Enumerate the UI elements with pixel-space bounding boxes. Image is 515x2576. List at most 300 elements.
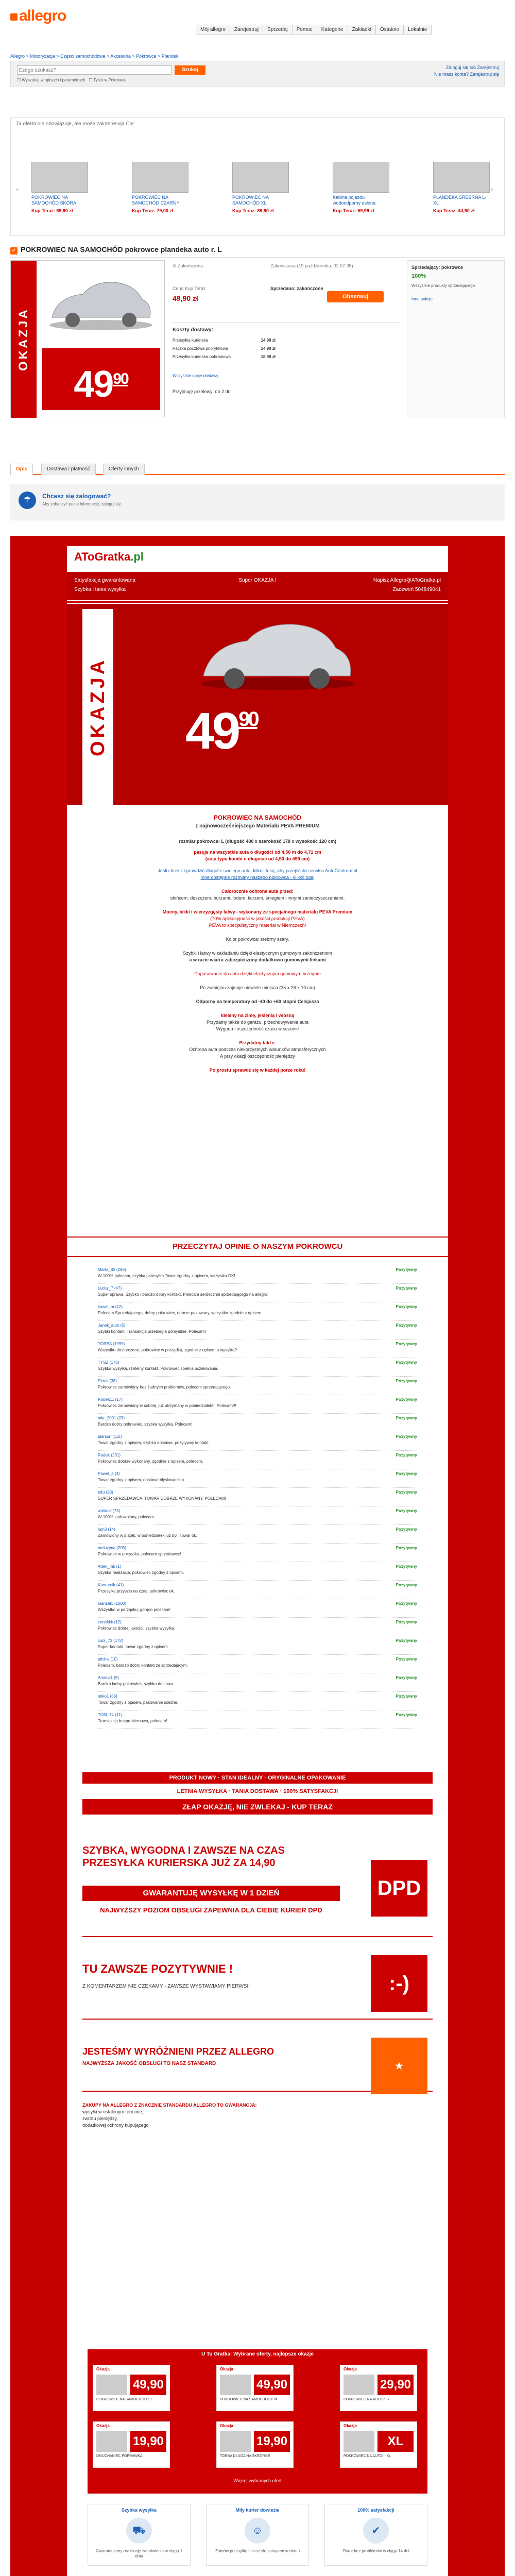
opinion-user[interactable]: Marta_82 (286) (98, 1267, 126, 1272)
truck-icon: ⛟ (126, 2518, 152, 2544)
search-bar (10, 61, 505, 87)
feature-line: Idealny na zimę, jesienią i wiosną (220, 1013, 295, 1018)
benefit-text: Zwrot bez problemów w ciągu 14 dni (342, 2549, 409, 2553)
opinion-status: Pozytywny (396, 1416, 417, 1420)
carousel-item-name: PLANDEKA SREBRNA L-XL (433, 195, 487, 206)
delivery-price: 14,90 zł (261, 346, 276, 351)
nav-item-register[interactable]: Zarejestruj (230, 25, 263, 35)
opinion-status: Pozytywny (396, 1360, 417, 1365)
thumbs-up-icon: ✔ (363, 2518, 389, 2544)
grid-offer[interactable] (340, 2421, 417, 2468)
opinion-text: Przesyłka przyszła na czas, pokrowiec ok. (98, 1589, 175, 1594)
strip-l1: Satysfakcja gwarantowana (74, 578, 135, 583)
opinion-user[interactable]: lam3 (14) (98, 1527, 115, 1532)
carousel-title: Ta oferta nie obowiązuje, ale może zainteresują Cię: (16, 121, 135, 127)
opinion-user[interactable]: Janek_auto (5) (98, 1323, 126, 1328)
opinion-user[interactable]: cool_73 (172) (98, 1638, 123, 1643)
grid-offer-head: Okazja (96, 2424, 110, 2428)
opinion-status: Pozytywny (396, 1675, 417, 1680)
opinion-user[interactable]: Amelia1 (9) (98, 1675, 119, 1680)
store-logo[interactable] (74, 550, 144, 564)
opinion-user[interactable]: Gansel1 (1000) (98, 1601, 127, 1606)
promo-dpd-sub2: NAJWYŻSZY POZIOM OBSŁUGI ZAPEWNIA DLA CIEBIE KURIER DPD (100, 1906, 322, 1914)
grid-offer[interactable] (216, 2365, 294, 2411)
umbrella-icon: ☂ (19, 492, 36, 509)
grid-offer-image (96, 2431, 127, 2452)
offer-price-badge (42, 348, 160, 410)
store-banner (67, 546, 448, 603)
opinion-row (98, 1304, 417, 1321)
red-banner-3: ZŁAP OKAZJĘ, NIE ZWLEKAJ - KUP TERAZ (82, 1799, 433, 1815)
allegro-logo[interactable] (10, 7, 66, 25)
opinion-user[interactable]: plarson (112) (98, 1434, 122, 1439)
feature-line: A przy okazji oszczędność pieniędzy (220, 1054, 295, 1059)
opinion-text: Wszystko w porządku, gorąco polecam! (98, 1607, 170, 1612)
feature-line: (auta typu kombi o długości od 4,50 do 490 cm) (205, 856, 310, 861)
opinion-user[interactable]: TYSZ (170) (98, 1360, 119, 1365)
nav-item-local[interactable]: Lokalnie (403, 25, 432, 35)
opinion-row (98, 1675, 417, 1692)
opinion-status: Pozytywny (396, 1694, 417, 1699)
allegro-badge-icon: ★ (371, 2038, 427, 2094)
delivery-name: Paczka pocztowa priorytetowa (173, 346, 229, 351)
opinion-row (98, 1434, 417, 1451)
description-content (67, 546, 448, 2576)
opinion-user[interactable]: Adek_mk (1) (98, 1564, 122, 1569)
opinion-row (98, 1694, 417, 1710)
okazja-ribbon: OKAZJA (11, 261, 37, 418)
hero-price-cents: 90 (238, 708, 258, 731)
breadcrumb[interactable]: Allegro > Motoryzacja > Części samochodowe > Akcesoria > Pokrowce > Plandeki (10, 54, 180, 59)
feature-line: Przydatny także: (239, 1040, 276, 1045)
opinion-text: Bardzo ładny pokrowiec, szybka dostawa. (98, 1682, 175, 1686)
opinion-status: Pozytywny (396, 1564, 417, 1569)
promo-dpd-title: SZYBKA, WYGODNA I ZAWSZE NA CZAS PRZESYŁKA KURIERSKA JUŻ ZA 14,90 (82, 1845, 285, 1869)
feature-line: Odporny na temperatury od -40 do +60 stopni Celsjusza (196, 999, 319, 1004)
grid-offer[interactable] (93, 2421, 170, 2468)
carousel-item-name: POKROWIEC NA SAMOCHÓD XL (232, 195, 269, 206)
carousel-item-price: Kup Teraz: 44,90 zł (433, 208, 475, 213)
grid-offer-name: POKROWIEC NA SAMOCHÓD r. M (220, 2398, 278, 2401)
search-button[interactable]: Szukaj (175, 65, 205, 75)
offer-title (10, 245, 222, 255)
login-box[interactable] (434, 64, 499, 78)
benefit-text: Zamów przesyłkę i ciesz się zakupem w domu (215, 2549, 300, 2553)
benefit-title: Miły kurier dowiezie (235, 2507, 280, 2513)
promo-dpd (82, 1834, 433, 1937)
nav-item-categories[interactable]: Kategorie (317, 25, 348, 35)
opinion-row (98, 1620, 417, 1636)
opinion-user[interactable]: mkr_2001 (23) (98, 1416, 125, 1420)
opinion-text: Towar zgodny z opisem, szybka dostawa, pozytywny kontakt. (98, 1440, 210, 1445)
offer-ended-label: ⊘ Zakończona (173, 263, 203, 268)
grid-offer-name: POKROWIEC NA SAMOCHÓD r. L (96, 2398, 153, 2401)
opinion-text: Pokrowiec dobrze wykonany, zgodnie z opisem, polecam. (98, 1459, 203, 1464)
offer-description (10, 536, 505, 2576)
seller-rating: 100% (411, 273, 426, 279)
grid-offer-head: Okazja (220, 2367, 233, 2371)
opinion-status: Pozytywny (396, 1620, 417, 1624)
related-offers-grid (88, 2349, 427, 2494)
opinion-text: Bardzo dobry pokrowiec, szybka wysyłka. Polecam! (98, 1422, 193, 1427)
opinion-user[interactable]: wallace (73) (98, 1509, 121, 1513)
car-thumb-image (132, 162, 188, 193)
opinion-status: Pozytywny (396, 1490, 417, 1495)
promo-guarantee-title: ZAKUPY NA ALLEGRO Z ZNACZNIE STANDARDU ALLEGRO TO GWARANCJA: (82, 2103, 257, 2108)
price-cents: 90 (113, 370, 128, 387)
opinion-text: Pokrowiec dobrej jakości, szybka wysyłka. (98, 1626, 175, 1631)
opinion-status: Pozytywny (396, 1304, 417, 1309)
delivery-name: Przesyłka kurierska (173, 338, 209, 343)
opinion-status: Pozytywny (396, 1527, 417, 1532)
nav-item-bookmarks[interactable]: Zakładki (348, 25, 375, 35)
opinion-row (98, 1564, 417, 1581)
delivery-row (173, 336, 276, 345)
opinion-user[interactable]: Lucky_7 (47) (98, 1286, 122, 1291)
search-check1-label: Wyszukaj w opisach i parametrach (22, 78, 85, 82)
opinion-row (98, 1286, 417, 1302)
grid-offer-price: XL (377, 2431, 414, 2452)
store-info-strip (67, 572, 448, 600)
price-main: 49 (74, 364, 113, 405)
opinion-row (98, 1583, 417, 1599)
grid-offer-price: 19,90 (254, 2431, 290, 2452)
nav-item-recent[interactable]: Ostatnio (375, 25, 403, 35)
carousel-item[interactable] (232, 162, 289, 224)
search-option-descriptions[interactable]: ☐ Wyszukaj w opisach i parametrach ☐ Tylko w Pokrowce (17, 78, 127, 82)
buy-now-price: 49,90 zł (173, 294, 198, 302)
car-cover-image (47, 276, 155, 333)
promo-positive (82, 1953, 433, 2020)
opinion-row (98, 1416, 417, 1432)
opinion-status: Pozytywny (396, 1601, 417, 1606)
car-thumb-image (31, 162, 88, 193)
opinion-status: Pozytywny (396, 1453, 417, 1458)
delivery-more-link[interactable]: Wszystkie opcje dostawy (173, 374, 218, 378)
opinion-status: Pozytywny (396, 1286, 417, 1291)
hero-price (185, 702, 258, 761)
delivery-price: 14,90 zł (261, 338, 276, 343)
login-prompt[interactable] (10, 484, 505, 520)
opinion-row (98, 1509, 417, 1525)
login-sub: Nie masz konta? Zarejestruj się (434, 72, 499, 77)
benefit-title: 100% satysfakcji (357, 2507, 394, 2513)
opinion-row (98, 1657, 417, 1673)
opinion-status: Pozytywny (396, 1509, 417, 1513)
feature-line: a w razie wiatru zabezpieczony dodatkowo gumowymi linkami (189, 957, 326, 962)
opinion-text: Polecam Sprzedającego, dobry pokrowiec, dobrze pakowany, wszystko zgodnie z opisem. (98, 1311, 263, 1315)
carousel-item[interactable] (31, 162, 88, 224)
carousel-item-price: Kup Teraz: 69,99 zł (333, 208, 374, 213)
opinion-user[interactable]: tofu (28) (98, 1490, 113, 1495)
tab-description[interactable]: Opis (10, 464, 33, 475)
promo-guarantee-line: dodatkowej ochrony kupującego (82, 2123, 149, 2128)
buy-panel (173, 260, 399, 417)
carousel-item-price: Kup Teraz: 89,90 zł (232, 208, 274, 213)
smile-icon: :-) (371, 1955, 427, 2012)
opinion-row (98, 1490, 417, 1506)
login-text: Zaloguj się lub Zarejestruj (445, 65, 499, 70)
opinion-text: Towar zgodny z opisem, pakowanie solidne. (98, 1700, 179, 1705)
strip-right (373, 576, 441, 595)
offer-title-bar (10, 242, 505, 258)
opinion-status: Pozytywny (396, 1379, 417, 1383)
seller-panel (407, 260, 505, 417)
ask-sub: Aby zobaczyć pełne informacje, zaloguj się. (42, 502, 122, 506)
nav-item-my-allegro[interactable]: Mój allegro (196, 25, 230, 35)
promo-positive-title: TU ZAWSZE POZYTYWNIE ! (82, 1962, 233, 1975)
feature-line: Po zwinięciu zajmuje niewiele miejsca (35 x 26 x 10 cm) (200, 985, 315, 990)
opinion-text: Zamówiony w piątek, w poniedziałek już był. Towar ok. (98, 1533, 197, 1538)
tab-delivery[interactable]: Dostawa i płatność (41, 464, 96, 475)
nav-item-help[interactable]: Pomoc (292, 25, 317, 35)
opinions-title (67, 1236, 448, 1257)
grid-offer-name: DMUCHANIEC POPRAWKA (96, 2454, 143, 2458)
carousel-item-name: Kabina pojazdu wodoodporny osłona (333, 195, 376, 206)
hero-price-main: 49 (185, 702, 239, 760)
carousel-item-price: Kup Teraz: 79,00 zł (132, 208, 174, 213)
observe-button[interactable]: Obserwuj (327, 291, 384, 302)
opinion-user[interactable]: miko1 (66) (98, 1694, 117, 1699)
store-brand: AToGratka (74, 550, 131, 563)
opinion-user[interactable]: kowal_m (12) (98, 1304, 123, 1309)
opinion-text: SUPER SPRZEDAWCA, TOWAR DOBRZE WYKONANY, POLECAM! (98, 1496, 226, 1501)
divider (173, 322, 399, 323)
opinion-row (98, 1601, 417, 1618)
grid-offer[interactable] (216, 2421, 294, 2468)
courier-icon: ☺ (245, 2518, 270, 2544)
carousel-item-name: POKROWIEC NA SAMOCHÓD CZARNY (132, 195, 180, 206)
offer-main-image[interactable] (10, 260, 165, 417)
opinion-text: Super kontakt, towar zgodny z opisem. (98, 1645, 169, 1649)
tab-other-offers[interactable]: Oferty innych (103, 464, 145, 475)
carousel-prev-icon[interactable]: ‹ (16, 185, 19, 193)
ended-text: Zakończona (178, 263, 203, 268)
benefit-text: Gwarantujemy realizację zamówienia w ciągu 1 dnia (95, 2549, 183, 2558)
opinion-user[interactable]: TORBA (1999) (98, 1342, 125, 1346)
product-features (67, 838, 448, 1074)
feature-link[interactable]: Inne dostępne rozmiary naszego pokrowca - kliknij tutaj (200, 875, 315, 880)
opinion-row (98, 1471, 417, 1488)
logo-icon (10, 13, 18, 21)
opinion-text: Super sprawa. Szybko i bardzo dobry kontakt. Polecam serdecznie sprzedającego na allegro! (98, 1292, 269, 1297)
opinion-user[interactable]: Komornik (41) (98, 1583, 124, 1587)
feature-line: słońcem, deszczem, burzami, lodem, kurzem, śniegiem i innymi zanieczyszczeniami. (170, 895, 345, 901)
hero-okazja-label: OKAZJA (82, 609, 113, 805)
hero-okazja (67, 604, 448, 805)
recommendations-carousel (10, 117, 505, 236)
opinion-row (98, 1323, 417, 1340)
strip-left (74, 576, 135, 595)
site-header (0, 0, 515, 52)
offer-title-text: POKROWIEC NA SAMOCHÓD pokrowce plandeka auto r. L (21, 245, 222, 253)
opinion-user[interactable]: Pitrek (38) (98, 1379, 117, 1383)
promo-allegro-sub: NAJWYŻSZA JAKOŚĆ OBSŁUGI TO NASZ STANDARD (82, 2061, 216, 2066)
grid-offer-image (220, 2431, 251, 2452)
top-navigation (196, 25, 432, 35)
strip-r1: Napisz Allegro@AToGratka.pl (373, 578, 441, 583)
seller-note: Wszystkie produkty sprzedającego (411, 283, 475, 288)
feature-line: Mocny, lekki i wierzyzgęsty łatwy - wykonany ze specjalnego materiału PEVA Premium (162, 909, 353, 914)
feature-line: PEVA to specjalistyczny materiał w Niemczech! (209, 923, 306, 928)
grid-offer-image (220, 2375, 251, 2395)
opinion-row (98, 1397, 417, 1414)
feature-line: Wygoda i oszczędność czasu w sezonie (216, 1026, 299, 1031)
grid-offer-name: POKROWIEC NA AUTO r. XL (344, 2454, 391, 2458)
opinion-status: Pozytywny (396, 1397, 417, 1402)
promo-guarantee-line: wysyłki w ustalonym terminie, (82, 2109, 144, 2114)
carousel-item[interactable] (132, 162, 188, 224)
opinion-status: Pozytywny (396, 1267, 417, 1272)
grid-offer-price: 49,90 (254, 2375, 290, 2395)
product-info (67, 814, 448, 1074)
opinion-user[interactable]: Radek (231) (98, 1453, 121, 1458)
delivery-row (173, 345, 276, 353)
offer-panel (10, 260, 505, 417)
delivery-title: Koszty dostawy: (173, 327, 213, 333)
grid-offer-image (96, 2375, 127, 2395)
delivery-price: 18,90 zł (261, 354, 276, 359)
grid-offer-image (344, 2431, 374, 2452)
car-thumb-image (333, 162, 389, 193)
promo-positive-sub: Z KOMENTARZEM NIE CZEKAMY - ZAWSZE WYSTAWIAMY PIERWSI! (82, 1984, 250, 1989)
opinion-text: Szybka realizacja, pokrowiec zgodny z opisem. (98, 1570, 184, 1575)
opinion-text: Szybka wysyłka, rzetelny kontakt. Pokrowiec spełnia oczekiwania. (98, 1366, 218, 1371)
feature-line: Całorocznie ochrona auta przed: (221, 889, 294, 894)
strip-center: Super OKAZJA ! (238, 578, 277, 583)
grid-offer-image (344, 2375, 374, 2395)
grid-offer-head: Okazja (344, 2424, 357, 2428)
opinion-status: Pozytywny (396, 1713, 417, 1717)
promo-guarantee (82, 2102, 340, 2129)
red-banner-2: LETNIA WYSYŁKA · TANIA DOSTAWA · 100% SATYSFAKCJI (82, 1786, 433, 1797)
store-brand-suffix: .pl (130, 550, 144, 563)
grid-title: U Tu Gratka: Wybrane oferty, najlepsze okazje (201, 2351, 314, 2357)
grid-more-link[interactable]: Więcej wybranych ofert (233, 2478, 282, 2483)
search-input[interactable] (17, 65, 171, 75)
opinion-row (98, 1267, 417, 1284)
red-banner-1: PRODUKT NOWY · STAN IDEALNY · ORYGINALNE OPAKOWANIE (82, 1772, 433, 1784)
seller-title[interactable]: Sprzedający: pokrowce (411, 265, 464, 270)
opinion-user[interactable]: TOM_74 (11) (98, 1713, 122, 1717)
feature-line: (70% aplikacyjność w jakości produkcji PEVA) (210, 916, 305, 921)
nav-item-sell[interactable]: Sprzedaj (263, 25, 291, 35)
grid-offer-price: 49,90 (130, 2375, 166, 2395)
opinion-text: Transakcja bezproblemowa, polecam! (98, 1719, 167, 1723)
opinion-text: Pokrowiec w porządku, polecam sprzedawcę! (98, 1552, 181, 1556)
dpd-icon: DPD (371, 1860, 427, 1917)
feature-line: Ochrona auta podczas niekorzystnych warunków atmosferycznych (189, 1047, 326, 1052)
car-cover-hero-image (196, 614, 360, 691)
strip-r2: Zadzwoń 504849041 (392, 587, 441, 592)
opinion-row (98, 1713, 417, 1729)
opinion-text: Polecam, bardzo dobry kontakt ze sprzedającym. (98, 1663, 188, 1668)
offer-tabs (10, 464, 505, 475)
opinion-text: Wszystko dostarczone, pokrowiec w porządku, zgodne z opisem a wysyłka? (98, 1348, 237, 1352)
opinion-status: Pozytywny (396, 1546, 417, 1550)
offer-ended-date: Zakończona (19 października, 02:07:35) (270, 263, 353, 268)
feature-link[interactable]: Jeśli chcesz sprawdzić długość swojego auta, kliknij tutaj, aby przejść do serwisu AutoCentrum.pl (158, 868, 357, 873)
benefit-courier (206, 2504, 309, 2566)
opinion-user[interactable]: Robek11 (17) (98, 1397, 123, 1402)
opinion-row (98, 1360, 417, 1377)
opinion-row (98, 1379, 417, 1395)
car-thumb-image (232, 162, 289, 193)
grid-offer-price: 29,90 (377, 2375, 414, 2395)
feature-line: Dopasowanie do auta dzięki elastycznym gumowym brzegom (194, 971, 321, 976)
opinion-user[interactable]: meluzyna (205) (98, 1546, 127, 1550)
carousel-item-name: POKROWIEC NA SAMOCHÓD SKÓRA (31, 195, 77, 206)
feature-line: rozmiar pokrowca: L (długość 480 x szerokość 178 x wysokość 120 cm) (179, 839, 336, 844)
benefit-title: Szybka wysyłka (121, 2507, 157, 2513)
opinions-title-text: PRZECZYTAJ OPINIE O NASZYM POKROWCU (172, 1242, 343, 1251)
grid-offer-name: TORBA DŁUGA NA SKRZYNIE (220, 2454, 270, 2458)
grid-offer-name: POKROWIEC NA AUTO r. S (344, 2398, 389, 2401)
search-check2-label: Tylko w Pokrowce (93, 78, 127, 82)
opinion-row (98, 1638, 417, 1655)
opinion-user[interactable]: pitoliw (10) (98, 1657, 118, 1662)
feature-line: pasuje na wszystkie auta o długości od 4,50 m do 4,71 cm (194, 850, 321, 855)
opinion-row (98, 1342, 417, 1358)
feature-line: Po prostu sprawdź się w każdej porze roku! (209, 1067, 306, 1073)
ask-title: Chcesz się zalogować? (42, 493, 111, 500)
promo-guarantee-line: zwrotu pieniędzy, (82, 2116, 118, 2121)
opinion-row (98, 1527, 417, 1544)
grid-offer-head: Okazja (220, 2424, 233, 2428)
opinion-row (98, 1453, 417, 1469)
carousel-item[interactable] (433, 162, 490, 224)
grid-offer-head: Okazja (96, 2367, 110, 2371)
grid-offer[interactable] (340, 2365, 417, 2411)
opinion-status: Pozytywny (396, 1583, 417, 1587)
opinion-text: Pokrowiec zamówiony w sobotę, już otrzymany w poniedziałek!!! Polecam!!! (98, 1403, 236, 1408)
sold-info: Sprzedano: zakończone (270, 286, 323, 291)
opinion-user[interactable]: zenekkk (12) (98, 1620, 122, 1624)
opinion-row (98, 1546, 417, 1562)
delivery-row (173, 353, 276, 361)
carousel-next-icon[interactable]: › (491, 185, 493, 193)
opinion-text: W 100% zadowolony, polecam. (98, 1515, 156, 1519)
opinion-status: Pozytywny (396, 1434, 417, 1439)
grid-offer-price: 19,90 (130, 2431, 166, 2452)
opinion-text: Pokrowiec zamówiony bez żadnych problemów, polecam sprzedającego. (98, 1385, 231, 1389)
carousel-item-price: Kup Teraz: 69,90 zł (31, 208, 73, 213)
logo-text: allegro (19, 7, 66, 24)
grid-offer[interactable] (93, 2365, 170, 2411)
grid-offer-head: Okazja (344, 2367, 357, 2371)
opinion-status: Pozytywny (396, 1657, 417, 1662)
payment-info: Przyjmuję przelewy: do 2 dni (173, 389, 232, 394)
benefits-row (88, 2504, 427, 2566)
car-icon: ✓ (10, 247, 18, 255)
car-thumb-image (433, 162, 490, 193)
opinion-user[interactable]: Pawel_a (4) (98, 1471, 120, 1476)
opinion-text: Towar zgodny z opisem, dostawa błyskawiczna. (98, 1478, 185, 1482)
opinion-text: Szybki kontakt. Transakcja przebiegła pomyślnie. Polecam! (98, 1329, 206, 1334)
seller-link[interactable]: Inne aukcje (411, 297, 433, 301)
delivery-name: Przesyłka kurierska pobraniowa (173, 354, 231, 359)
carousel-item[interactable] (333, 162, 389, 224)
promo-allegro (82, 2035, 433, 2092)
opinion-status: Pozytywny (396, 1471, 417, 1476)
product-sub: z najnowocześniejszego Materiału PEVA PREMIUM (195, 823, 320, 829)
benefit-shipping (88, 2504, 191, 2566)
feature-line: Kolor pokrowca: srebrny szary. (226, 937, 289, 942)
buy-now-label: Cena Kup Teraz (173, 286, 206, 291)
feature-line: Przydatny także do garażu, przechowywanie auta (206, 1020, 309, 1025)
strip-l2: Szybka i tania wysyłka (74, 587, 126, 592)
opinion-status: Pozytywny (396, 1638, 417, 1643)
